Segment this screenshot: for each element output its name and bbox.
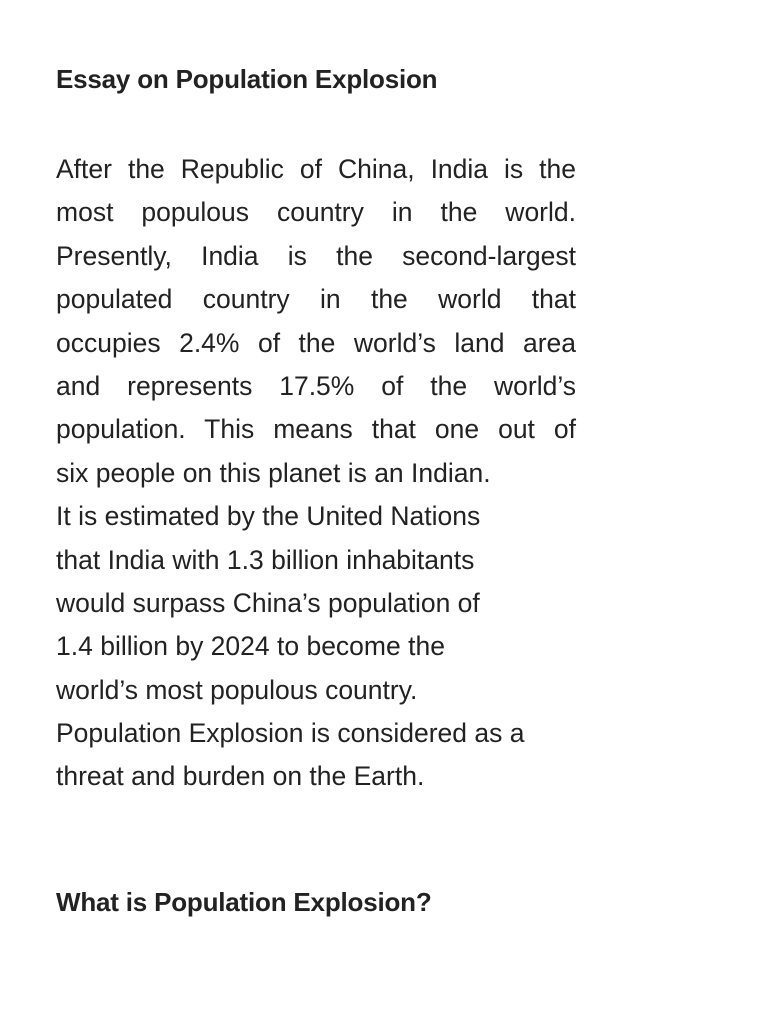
paragraph-line: that India with 1.3 billion inhabitants: [56, 544, 475, 575]
paragraph-line: After the Republic of China, India is the: [56, 154, 576, 184]
paragraph-line: populated country in the world that: [56, 284, 576, 315]
paragraph-line: occupies 2.4% of the world’s land area: [56, 327, 576, 358]
paragraph-line: threat and burden on the Earth.: [56, 761, 425, 792]
document-title: Essay on Population Explosion: [56, 64, 438, 94]
essay-paragraph: [56, 148, 576, 799]
section-heading: What is Population Explosion?: [56, 887, 432, 917]
paragraph-line: population. This means that one out of: [56, 414, 576, 445]
paragraph-line: Presently, India is the second-largest: [56, 240, 576, 271]
paragraph-line: 1.4 billion by 2024 to become the: [56, 631, 445, 662]
paragraph-line: would surpass China’s population of: [56, 587, 480, 618]
paragraph-line: Population Explosion is considered as a: [56, 718, 525, 749]
paragraph-line: most populous country in the world.: [56, 197, 576, 228]
paragraph-line: six people on this planet is an Indian.: [56, 457, 491, 488]
paragraph-line: world’s most populous country.: [56, 674, 418, 705]
paragraph-line: and represents 17.5% of the world’s: [56, 370, 576, 401]
paragraph-line: It is estimated by the United Nations: [56, 501, 481, 532]
